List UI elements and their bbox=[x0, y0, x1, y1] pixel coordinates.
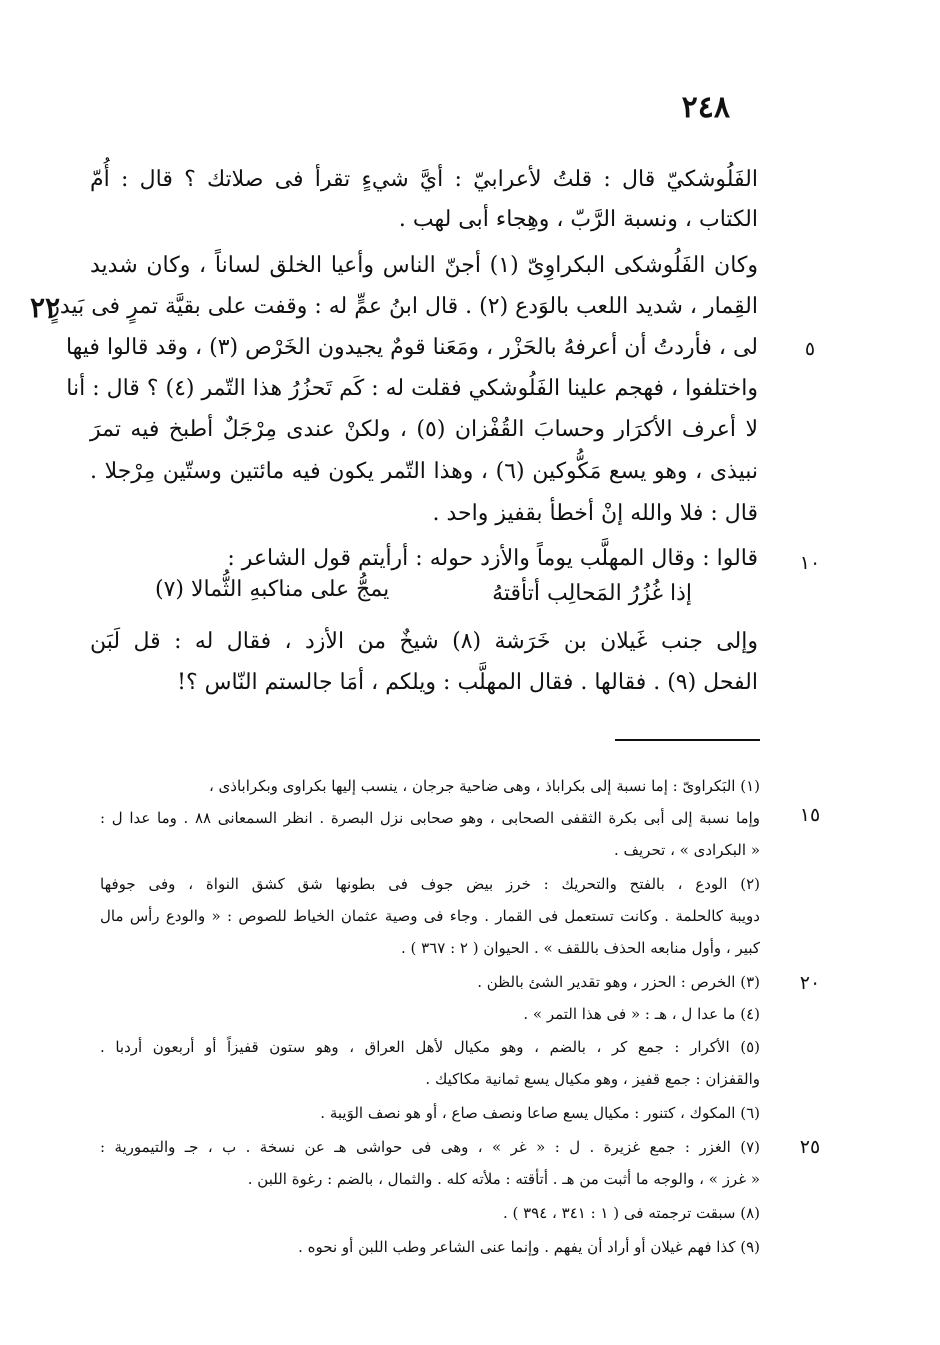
body-line: قال : فلا والله إنْ أخطأ بقفيز واحد . bbox=[432, 501, 758, 526]
body-line: نبيذى ، وهو يسع مَكُّوكين (٦) ، وهذا التّمر يكون فيه مائتين وستّين مِرْجلا . bbox=[90, 459, 758, 484]
footnote-line: دويبة كالحلمة . وكانت تستعمل فى القمار . وجاء فى وصية عثمان الخياط للصوص : « والودع رأس مال bbox=[100, 907, 760, 925]
line-marker-25: ٢٥ bbox=[799, 1136, 821, 1158]
line-marker-20: ٢٠ bbox=[799, 972, 821, 994]
line-marker-10: ١٠ bbox=[799, 552, 821, 574]
footnote-line: (٦) المكوك ، كتنور : مكيال يسع صاعا ونصف صاع ، أو هو نصف الوَيبة . bbox=[320, 1104, 760, 1122]
body-line: قالوا : وقال المهلَّب يوماً والأزد حوله : أرأيتم قول الشاعر : bbox=[227, 546, 758, 571]
line-marker-15: ١٥ bbox=[799, 804, 821, 826]
body-line: وإلى جنب غَيلان بن خَرَشة (٨) شيخٌ من الأزد ، فقال له : قل لَبَن bbox=[90, 629, 758, 654]
body-line: لى ، فأردتُ أن أعرفهُ بالحَزْر ، ومَعَنا قومٌ يجيدون الخَرْص (٣) ، وقد قالوا فيها bbox=[65, 335, 758, 360]
body-line: القِمار ، شديد اللعب بالوَدع (٢) . قال ابنُ عمٍّ له : وقفت على بقيَّة تمرٍ فى بَيدرٍ bbox=[49, 294, 758, 319]
footnote-line: « البكرادى » ، تحريف . bbox=[613, 841, 760, 859]
body-line: واختلفوا ، فهجم علينا الفَلُوشكي فقلت له : كَم تَحزُرُ هذا التّمر (٤) ؟ قال : أنا bbox=[66, 376, 758, 401]
verse-second-hemistich: يمجُّ على مناكبهِ الثُّمالا (٧) bbox=[155, 577, 390, 602]
page-number: ٢٤٨ bbox=[681, 90, 730, 125]
footnote-line: (٤) ما عدا ل ، هـ : « فى هذا التمر » . bbox=[523, 1005, 760, 1023]
footnote-line: (٣) الخرص : الحزر ، وهو تقدير الشئ بالظن . bbox=[477, 973, 760, 991]
line-marker-5: ٥ bbox=[804, 338, 816, 360]
body-line: وكان الفَلُوشكى البكراوِىّ (١) أجنّ الناس وأعيا الخلق لساناً ، وكان شديد bbox=[90, 253, 759, 278]
footnote-line: كبير ، وأول منابعه الحذف باللقف » . الحيوان ( ٢ : ٣٦٧ ) . bbox=[400, 939, 760, 957]
footnote-line: (٢) الودع ، بالفتح والتحريك : خرز بيض جوف فى بطونها شق كشق النواة ، وفى جوفها bbox=[100, 875, 760, 893]
footnote-line: « غرز » ، والوجه ما أثبت من هـ . أتأقته : ملأته كله . والثمال ، بالضم : رغوة اللبن . bbox=[247, 1170, 760, 1188]
footnote-line: وإما نسبة إلى أبى بكرة الثقفى الصحابى ، وهو صحابى نزل البصرة . انظر السمعانى ٨٨ . وما عدا ل : bbox=[100, 809, 760, 827]
footnote-line: (٨) سبقت ترجمته فى ( ١ : ٣٤١ ، ٣٩٤ ) . bbox=[502, 1204, 760, 1222]
footnote-line: (٩) كذا فهم غيلان أو أراد أن يفهم . وإنما عنى الشاعر وطب اللبن أو نحوه . bbox=[298, 1238, 760, 1256]
body-line: الفَلُوشكيّ قال : قلتُ لأعرابيّ : أيَّ شيءٍ تقرأ فى صلاتك ؟ قال : أُمّ bbox=[90, 167, 758, 192]
footnote-line: (٧) الغزر : جمع غزيرة . ل : « غر » ، وهى فى حواشى هـ عن نسخة . ب ، جـ والتيمورية : bbox=[100, 1138, 760, 1156]
footnote-separator bbox=[615, 739, 760, 741]
body-line: الفحل (٩) . فقالها . فقال المهلَّب : ويلكم ، أمَا جالستم النّاس ؟! bbox=[177, 670, 758, 695]
footnote-line: (١) البَكراوىّ : إما نسبة إلى بكراباذ ، وهى ضاحية جرجان ، ينسب إليها بكراوى وبكراباذى ، bbox=[208, 777, 760, 795]
verse-first-hemistich: إذا غُزُرُ المَحالِب أتأقتهُ bbox=[492, 581, 692, 606]
footnote-line: (٥) الأكرار : جمع كر ، بالضم ، وهو مكيال لأهل العراق ، وهو ستون قفيزاً أو أربعون أردبا . bbox=[100, 1038, 760, 1056]
footnote-line: والقفزان : جمع قفيز ، وهو مكيال يسع ثمانية مكاكيك . bbox=[425, 1070, 760, 1088]
body-line: لا أعرف الأكرَار وحسابَ القُفْزان (٥) ، ولكنْ عندى مِرْجَلٌ أطبخ فيه تمرَ bbox=[90, 417, 759, 442]
side-page-reference: ٢٢ bbox=[29, 291, 61, 324]
body-line: الكتاب ، ونسبة الرَّبّ ، وهِجاء أبى لهب . bbox=[398, 207, 758, 232]
